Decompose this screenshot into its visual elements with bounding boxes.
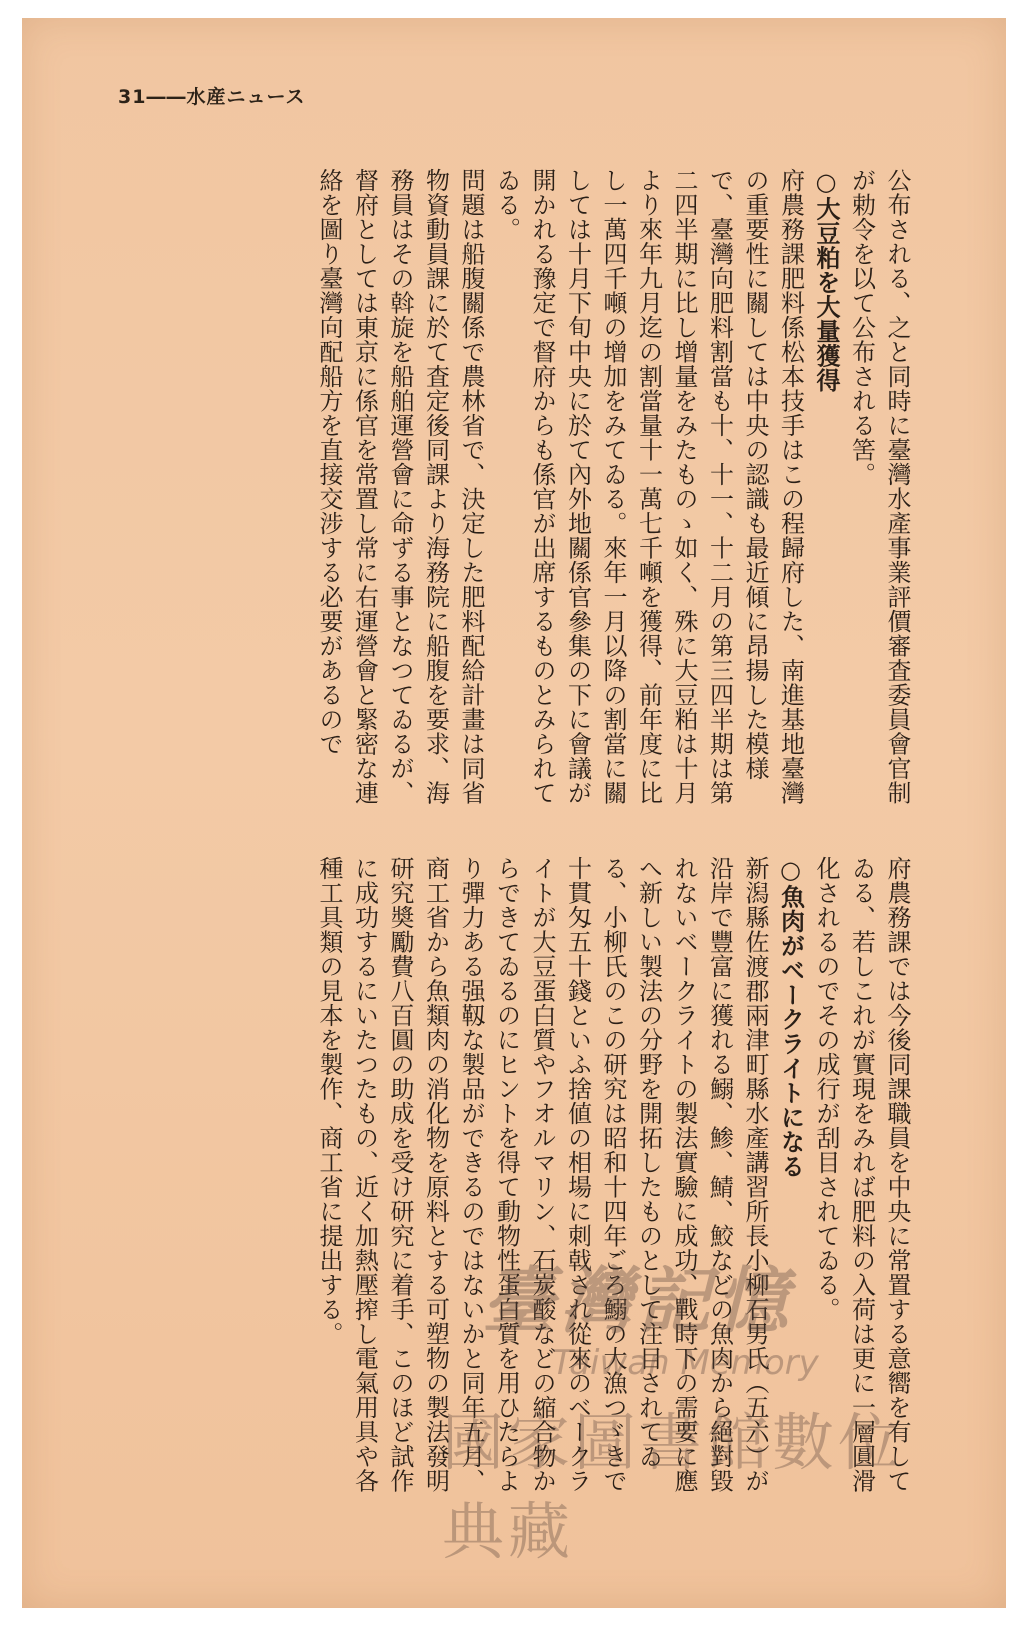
paragraph-soybean-body: 府農務課肥料係松本技手はこの程歸府した、南進基地臺灣の重要性に關しては中央の認識も最近傾に昂揚した模様で、臺灣向肥料割當も十、十一、十二月の第三四半期は第二四半期に比し增量をみたものゝ如く、殊に大豆粕は十月より來年九月迄の割當量十一萬七千噸を獲得、前年度に比し一萬四千噸の增加をみてゐる。來年一月以降の割當に關しては十月下旬中央に於て內外地關係官參集の下に會議が開かれる豫定で督府からも係官が出席するものとみられてゐる。 [492, 168, 805, 805]
bottom-text-section [114, 856, 914, 1516]
watermark-latin-text: Taiwan Memory [552, 1343, 819, 1383]
paragraph-continuation: 公布される、之と同時に臺灣水產事業評價審査委員會官制が勅令を以て公布される筈。 [847, 168, 911, 805]
page-header: 31――水産ニュース [118, 86, 306, 108]
paragraph-bakelite-body: 新潟縣佐渡郡兩津町縣水產講習所長小柳石男氏（五六）が沿岸で豐富に獲れる鰯、鯵、鯖、鮫などの魚肉から絕對毀れないベークライトの製法實驗に成功、戰時下の需要に應へ新しい製法の分野を開拓したものとして注目されてゐる、小柳氏のこの研究は昭和十四年ごろ鰯の大漁つゞきで十貫匁五十錢といふ捨値の相場に刺戟され從來のベークライトが大豆蛋白質やフオルマリン、石炭酸などの縮合物からできてゐるのにヒントを得て動物性蛋白質を用ひたらより彈力ある强靱な製品ができるのではないかと同年五月、商工省から魚類肉の消化物を原料とする可塑物の製法發明研究奬勵費八百圓の助成を受け研究に着手、このほど試作に成功するにいたつたもの、近く加熱壓搾し電氣用具や各種工具類の見本を製作、商工省に提出する。 [315, 856, 769, 1493]
paragraph-staff-note: 府農務課では今後同課職員を中央に常置する意嚮を有してゐる、若しこれが實現をみれば肥料の入荷は更に一層圓滑化されるのでその成行が刮目されてゐる。 [812, 856, 911, 1493]
watermark-cjk-text: 國家圖書館數位典藏 [442, 1406, 905, 1568]
top-text-section [114, 168, 914, 828]
section-heading-soybean: ○大豆粕を大量獲得 [812, 168, 840, 393]
section-heading-bakelite: ○魚肉がベークライトになる [776, 856, 805, 1179]
document-page [22, 18, 1006, 1608]
paragraph-shipping: 問題は船腹關係で農林省で、決定した肥料配給計畫は同省物資動員課に於て査定後同課より海務院に船腹を要求、海務員はその斡旋を船舶運營會に命ずる事となつてゐるが、督府としては東京に係官を常置し常に右運營會と緊密な連絡を圖り臺灣向配船方を直接交涉する必要があるので [315, 168, 485, 805]
watermark-script-text: 臺灣記憶 [482, 1259, 795, 1343]
